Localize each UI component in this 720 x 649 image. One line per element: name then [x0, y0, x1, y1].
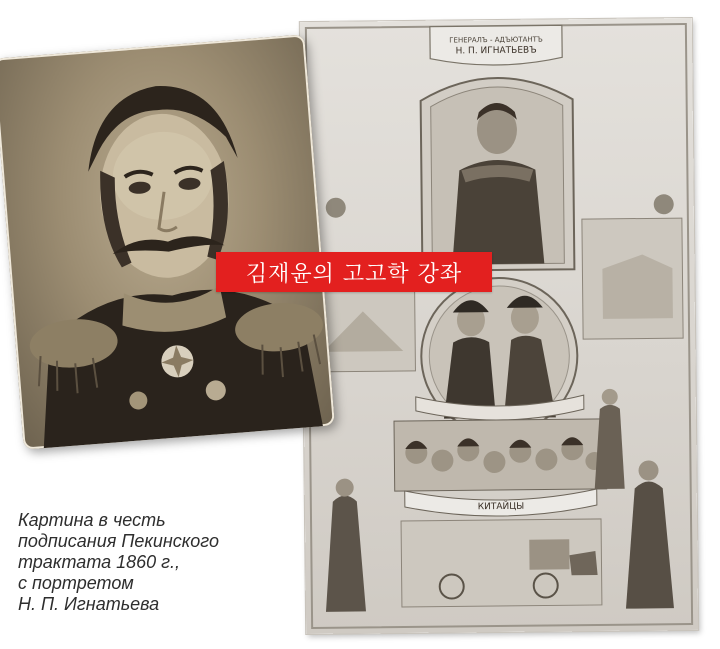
header-line-2: Н. П. ИГНАТЬЕВЪ	[455, 45, 537, 57]
lithograph-engraving	[300, 18, 698, 634]
caption-line: Картина в честь	[18, 510, 166, 530]
caption-line: с портретом	[18, 573, 134, 593]
image-caption	[18, 510, 288, 615]
caption-line: трактата 1860 г.,	[18, 552, 181, 572]
caption-line: подписания Пекинского	[18, 531, 219, 551]
commemorative-lithograph	[300, 18, 698, 634]
ignatiev-portrait-photo	[0, 34, 335, 449]
header-line-1: ГЕНЕРАЛЪ - АДЪЮТАНТЪ	[449, 35, 543, 45]
portrait-illustration	[0, 34, 335, 449]
ribbon-lower-text: КИТАЙЦЫ	[477, 501, 525, 513]
caption-line: Н. П. Игнатьева	[18, 594, 160, 614]
watermark-banner	[216, 252, 492, 292]
watermark-banner-text: 김재윤의 고고학 강좌	[245, 261, 463, 287]
